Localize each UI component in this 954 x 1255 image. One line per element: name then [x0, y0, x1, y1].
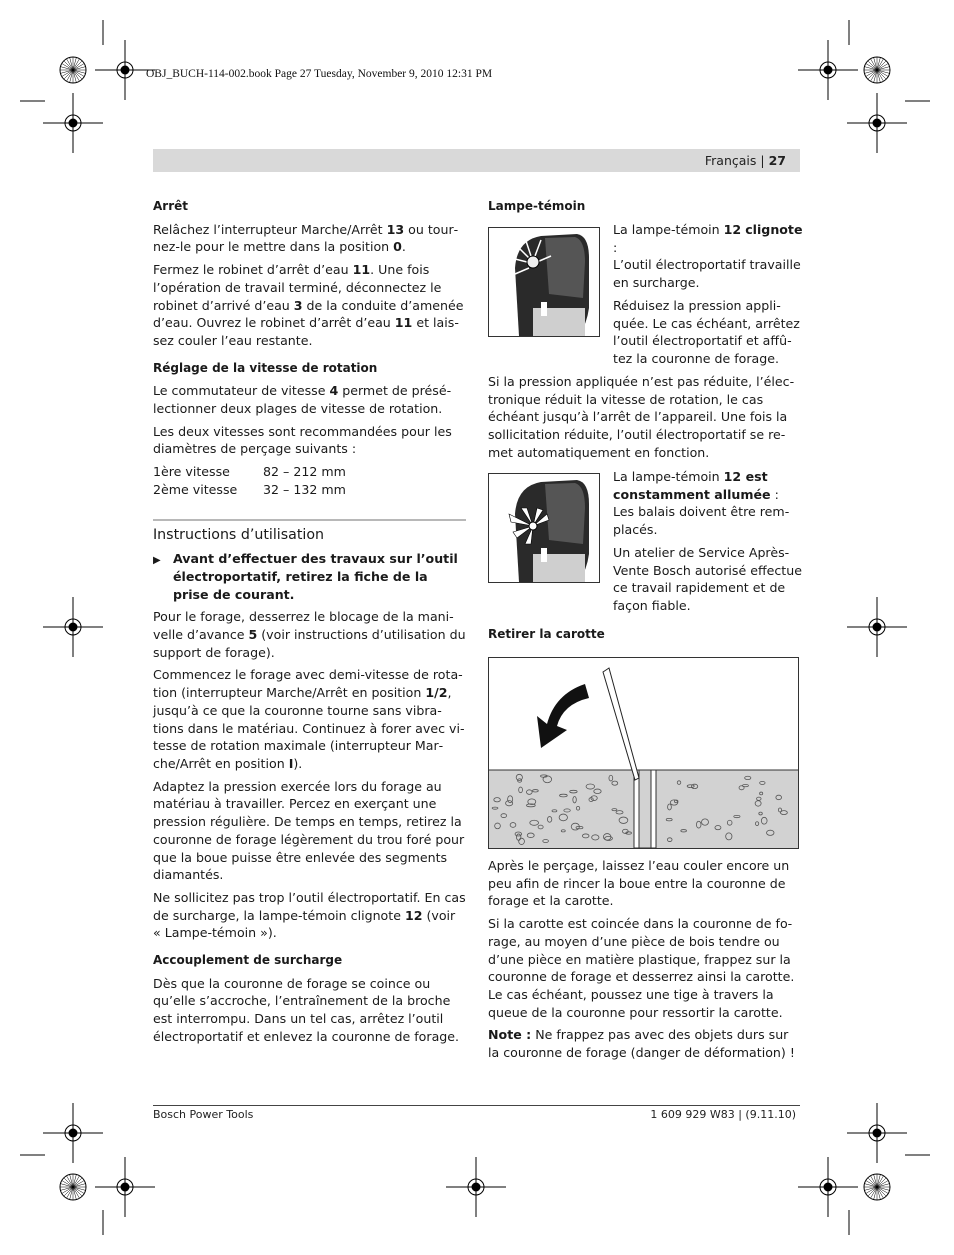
footer-left: Bosch Power Tools	[153, 1108, 254, 1121]
lamp-steady-illustration	[488, 473, 600, 583]
footer-right: 1 609 929 W83 | (9.11.10)	[650, 1108, 796, 1121]
speed-row-1-value: 82 – 212 mm	[263, 464, 346, 480]
speed-row-1-label: 1ère vitesse	[153, 464, 230, 480]
warning-text: Avant d’effectuer des travaux sur l’outil électroportatif, retirez la fiche de la prise de courant.	[173, 551, 458, 602]
instructions-heading: Instructions d’utilisation	[153, 526, 324, 543]
speed-heading: Réglage de la vitesse de rotation	[153, 360, 378, 375]
core-removal-illustration	[488, 657, 799, 849]
carotte-p1: Après le perçage, laissez l’eau couler encore un peu afin de rincer la boue entre la couronne de forage et la carotte.	[488, 858, 790, 909]
speed-row-2-label: 2ème vitesse	[153, 481, 238, 497]
header-language: Français	[704, 153, 757, 168]
lamp1-p2: Réduisez la pression appliquée. Le cas échéant, arrêtez l’outil électroportatif et affûtez la couronne de forage.	[613, 297, 800, 366]
lamp-heading: Lampe-témoin	[488, 199, 586, 213]
lamp-blinking-text	[613, 221, 803, 373]
inst-p4: Ne sollicitez pas trop l’outil électroportatif. En cas de surcharge, la lampe-témoin clignote 12 (voir « Lampe-témoin »).	[153, 889, 466, 941]
lamp2-title: La lampe-témoin 12 est constamment allumée :	[613, 469, 779, 502]
header-separator: |	[756, 153, 769, 168]
page-number: 27	[768, 153, 786, 168]
lamp2-p1: Les balais doivent être remplacés.	[613, 504, 790, 538]
speed-table	[153, 463, 466, 498]
carotte-heading: Retirer la carotte	[488, 627, 605, 641]
lamp2-p2: Un atelier de Service Après-Vente Bosch autorisé effectue ce travail rapidement et de façon fiable.	[613, 544, 802, 613]
arret-p1: Relâchez l’interrupteur Marche/Arrêt 13 ou tournez-le pour le mettre dans la position 0.	[153, 221, 459, 255]
section-rule	[153, 519, 466, 521]
footer-rule	[153, 1105, 800, 1106]
coupling-heading: Accouplement de surcharge	[153, 953, 343, 968]
right-column	[488, 198, 802, 1078]
carotte-p2: Si la carotte est coincée dans la couronne de forage, au moyen d’une pièce de bois tendre ou d’une pièce en matière plastique, frappez sur la couronne de forage et desserrez ainsi la carotte. Le cas échéant, poussez une tige à travers la queue de la couronne pour ressortir la carotte.	[488, 916, 795, 1020]
arret-p2: Fermez le robinet d’arrêt d’eau 11. Une fois l’opération de travail terminé, déconnectez le robinet d’arrivé d’eau 3 de la conduite d’amenée d’eau. Ouvrez le robinet d’arrêt d’eau 11 et laissez couler l’eau restante.	[153, 262, 464, 348]
inst-p2: Commencez le forage avec demi-vitesse de rotation (interrupteur Marche/Arrêt en position 1/2, jusqu’à ce que la couronne tourne sans vibrations dans le matériau. Continuez à forer avec vitesse de rotation maximale (interrupteur Marche/Arrêt en position I).	[153, 667, 465, 771]
left-column	[153, 198, 466, 1051]
lamp-blinking-illustration	[488, 227, 600, 337]
page-header	[705, 153, 800, 168]
lamp1-title: La lampe-témoin 12 clignote :	[613, 222, 803, 255]
carotte-text	[488, 857, 802, 1067]
inst-p1: Pour le forage, desserrez le blocage de la manivelle d’avance 5 (voir instructions d’utilisation du support de forage).	[153, 609, 466, 660]
speed-row-2-value: 32 – 132 mm	[263, 481, 346, 497]
inst-p3: Adaptez la pression exercée lors du forage au matériau à travailler. Percez en exerçant une pression régulière. De temps en temps, retirez la couronne de forage légèrement du trou foré pour que la boue puisse être enlevée des segments diamantés.	[153, 778, 465, 883]
triangle-bullet-icon: ▶	[153, 555, 161, 567]
lamp-paragraph: Si la pression appliquée n’est pas réduite, l’électronique réduit la vitesse de rotation, le cas échéant jusqu’à l’arrêt de l’appareil. Une fois la sollicitation réduite, l’outil électroportatif se remet automatiquement en fonction.	[488, 374, 795, 460]
coupling-p1: Dès que la couronne de forage se coince ou qu’elle s’accroche, l’entraînement de la broche est interrompu. Dans un tel cas, arrêtez l’outil électroportatif et enlevez la couronne de forage.	[153, 975, 460, 1044]
warning-item	[153, 550, 466, 603]
note: Note : Ne frappez pas avec des objets durs sur la couronne de forage (danger de déformation) !	[488, 1027, 795, 1061]
speed-p1: Le commutateur de vitesse 4 permet de présélectionner deux plages de vitesse de rotation.	[153, 383, 452, 417]
lamp1-p1: L’outil électroportatif travaille en surcharge.	[613, 257, 801, 291]
slug-line: OBJ_BUCH-114-002.book Page 27 Tuesday, November 9, 2010 12:31 PM	[146, 68, 493, 80]
lamp-steady-text	[613, 468, 803, 620]
speed-p2: Les deux vitesses sont recommandées pour les diamètres de perçage suivants :	[153, 423, 452, 457]
page-header-bar	[153, 149, 800, 172]
arret-heading: Arrêt	[153, 199, 188, 213]
